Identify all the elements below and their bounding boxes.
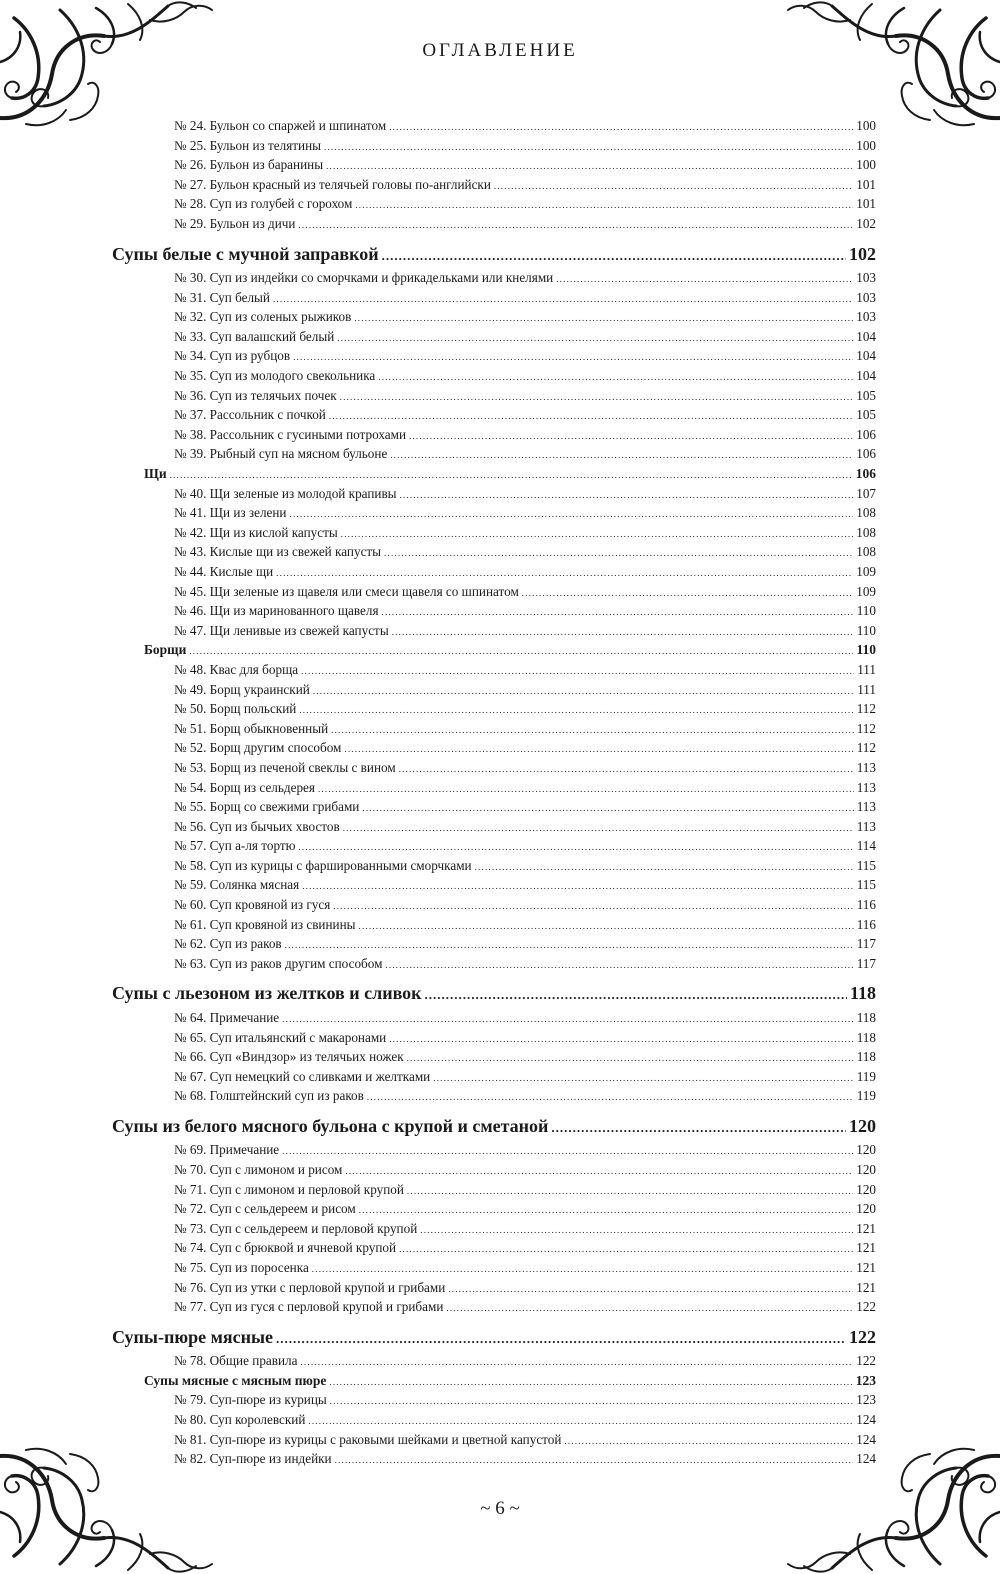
toc-entry — [112, 1028, 876, 1048]
toc-entry — [112, 136, 876, 156]
toc-entry-title: № 44. Кислые щи — [174, 563, 274, 579]
toc-entry-page: 117 — [856, 955, 876, 971]
toc-entry-title: Борщи — [144, 642, 187, 658]
toc-entry-title: № 74. Суп с брюквой и ячневой крупой — [174, 1240, 397, 1256]
toc-entry — [112, 1430, 876, 1450]
toc-entry — [112, 856, 876, 876]
toc-entry-page: 104 — [856, 348, 876, 364]
toc-entry-title: № 61. Суп кровяной из свинины — [174, 916, 356, 932]
toc-entry-title: № 65. Суп итальянский с макаронами — [174, 1029, 387, 1045]
toc-entry-title: № 79. Суп-пюре из курицы — [174, 1392, 327, 1408]
toc-entry-title: № 68. Голштейнский суп из раков — [174, 1088, 364, 1104]
toc-entry-page: 121 — [856, 1240, 876, 1256]
toc-entry — [112, 1067, 876, 1087]
toc-entry-page: 110 — [856, 622, 876, 638]
toc-entry-page: 112 — [856, 701, 876, 717]
dot-leader — [299, 701, 853, 721]
toc-entry — [112, 582, 876, 602]
toc-entry — [112, 660, 876, 680]
dot-leader — [354, 309, 853, 329]
toc-entry — [112, 738, 876, 758]
toc-entry-title: № 28. Суп из голубей с горохом — [174, 196, 353, 212]
toc-entry-page: 105 — [856, 407, 876, 423]
toc-entry — [112, 680, 876, 700]
toc-entry-title: № 67. Суп немецкий со сливками и желтками — [174, 1068, 431, 1084]
toc-entry-page: 117 — [856, 936, 876, 952]
toc-entry-title: Супы-пюре мясные — [112, 1326, 273, 1347]
toc-entry — [112, 327, 876, 347]
toc-entry-page: 109 — [856, 563, 876, 579]
toc-entry — [112, 1410, 876, 1430]
dot-leader — [324, 138, 853, 158]
toc-entry — [112, 1351, 876, 1371]
toc-entry-page: 121 — [856, 1220, 876, 1236]
dot-leader — [273, 290, 853, 310]
toc-subsection-heading — [112, 1371, 876, 1391]
toc-entry-title: № 54. Борщ из сельдерея — [174, 779, 315, 795]
toc-entry — [112, 778, 876, 798]
dot-leader — [318, 780, 854, 800]
toc-entry-title: № 57. Суп а-ля тортю — [174, 838, 296, 854]
toc-entry-page: 113 — [856, 799, 876, 815]
toc-entry-page: 114 — [856, 838, 876, 854]
toc-entry-page: 104 — [856, 368, 876, 384]
toc-subsection-heading — [112, 464, 876, 484]
toc-section-heading — [112, 1106, 876, 1141]
dot-leader — [475, 858, 854, 878]
toc-entry — [112, 1449, 876, 1469]
toc-entry — [112, 268, 876, 288]
dot-leader — [384, 544, 853, 564]
toc-entry-title: № 41. Щи из зелени — [174, 505, 287, 521]
toc-entry-title: № 40. Щи зеленые из молодой крапивы — [174, 485, 397, 501]
toc-entry — [112, 542, 876, 562]
dot-leader — [407, 1182, 853, 1202]
dot-leader — [333, 897, 853, 917]
dot-leader — [345, 1162, 853, 1182]
dot-leader — [389, 118, 853, 138]
toc-entry-page: 122 — [856, 1299, 876, 1315]
toc-entry-title: Супы мясные с мясным пюре — [144, 1372, 327, 1388]
dot-leader — [448, 1280, 853, 1300]
toc-entry-page: 101 — [856, 196, 876, 212]
toc-entry-title: № 39. Рыбный суп на мясном бульоне — [174, 446, 388, 462]
toc-entry-page: 120 — [856, 1181, 876, 1197]
dot-leader — [355, 196, 853, 216]
toc-entry-title: № 82. Суп-пюре из индейки — [174, 1451, 332, 1467]
toc-entry — [112, 1219, 876, 1239]
toc-entry-title: № 49. Борщ украинский — [174, 681, 310, 697]
dot-leader — [343, 819, 854, 839]
dot-leader — [340, 388, 854, 408]
toc-entry — [112, 1199, 876, 1219]
toc-entry-page: 123 — [855, 1372, 876, 1388]
toc-entry — [112, 444, 876, 464]
toc-entry — [112, 817, 876, 837]
toc-entry-title: № 62. Суп из раков — [174, 936, 282, 952]
toc-entry-page: 110 — [856, 642, 876, 658]
toc-entry-page: 119 — [856, 1088, 876, 1104]
toc-entry-page: 113 — [856, 779, 876, 795]
toc-entry-title: № 48. Квас для борща — [174, 661, 299, 677]
dot-leader — [407, 1049, 854, 1069]
toc-entry — [112, 288, 876, 308]
toc-entry — [112, 425, 876, 445]
toc-entry-title: № 52. Борщ другим способом — [174, 740, 342, 756]
toc-entry-page: 106 — [856, 426, 876, 442]
dot-leader — [341, 525, 853, 545]
toc-entry-page: 111 — [857, 661, 876, 677]
toc-entry-title: Щи — [144, 466, 167, 481]
toc-entry — [112, 386, 876, 406]
toc-entry-page: 120 — [849, 1115, 876, 1136]
dot-leader — [337, 329, 853, 349]
toc-entry — [112, 175, 876, 195]
toc-entry — [112, 503, 876, 523]
toc-entry-page: 113 — [856, 818, 876, 834]
toc-entry-title: № 78. Общие правила — [174, 1353, 298, 1369]
toc-entry-title: № 27. Бульон красный из телячьей головы по-английски — [174, 176, 491, 192]
toc-entry-title: № 36. Суп из телячьих почек — [174, 387, 337, 403]
toc-entry — [112, 758, 876, 778]
toc-entry-page: 100 — [856, 118, 876, 133]
toc-entry — [112, 1008, 876, 1028]
toc-entry-title: № 26. Бульон из баранины — [174, 157, 324, 173]
toc-entry-title: Супы с льезоном из желтков и сливок — [112, 983, 422, 1004]
toc-entry-title: № 59. Солянка мясная — [174, 877, 300, 893]
dot-leader — [302, 877, 854, 897]
dot-leader — [420, 1221, 853, 1241]
toc-entry-page: 103 — [856, 289, 876, 305]
toc-entry-title: № 38. Рассольник с гусиными потрохами — [174, 426, 407, 442]
toc-entry-page: 112 — [856, 740, 876, 756]
toc-entry-title: № 76. Суп из утки с перловой крупой и грибами — [174, 1279, 446, 1295]
toc-entry — [112, 719, 876, 739]
toc-entry-title: № 30. Суп из индейки со сморчками и фрикадельками или кнелями — [174, 270, 554, 286]
toc-entry — [112, 836, 876, 856]
dot-leader — [494, 177, 853, 197]
toc-entry-title: № 81. Суп-пюре из курицы с раковыми шейками и цветной капустой — [174, 1431, 562, 1447]
toc-entry — [112, 895, 876, 915]
toc-entry-title: № 63. Суп из раков другим способом — [174, 955, 383, 971]
toc-entry — [112, 1160, 876, 1180]
toc-entry-title: № 24. Бульон со спаржей и шпинатом — [174, 118, 387, 133]
toc-entry — [112, 1258, 876, 1278]
toc-entry — [112, 116, 876, 136]
dot-leader — [382, 603, 854, 623]
toc-entry-title: № 70. Суп с лимоном и рисом — [174, 1162, 343, 1177]
dot-leader — [330, 1392, 853, 1412]
toc-entry — [112, 307, 876, 327]
dot-leader — [392, 623, 854, 643]
toc-entry — [112, 346, 876, 366]
toc-entry-title: № 55. Борщ со свежими грибами — [174, 799, 360, 815]
dot-leader — [359, 1201, 853, 1221]
toc-entry-page: 103 — [856, 270, 876, 286]
dot-leader — [390, 446, 853, 466]
dot-leader — [409, 427, 853, 447]
dot-leader — [399, 760, 854, 780]
dot-leader — [300, 1353, 853, 1373]
dot-leader — [385, 956, 853, 976]
toc-entry — [112, 1278, 876, 1298]
dot-leader — [298, 216, 853, 236]
toc-entry-title: № 75. Суп из поросенка — [174, 1259, 309, 1275]
dot-leader — [556, 270, 853, 290]
toc-entry-page: 100 — [856, 137, 876, 153]
toc-entry-title: № 29. Бульон из дичи — [174, 215, 296, 231]
dot-leader — [313, 682, 854, 702]
dot-leader — [564, 1432, 853, 1452]
toc-entry-page: 108 — [856, 544, 876, 560]
toc-entry — [112, 194, 876, 214]
table-of-contents — [112, 116, 876, 1469]
toc-entry-title: № 35. Суп из молодого свекольника — [174, 368, 376, 384]
toc-entry — [112, 954, 876, 974]
toc-entry-title: № 77. Суп из гуся с перловой крупой и грибами — [174, 1299, 444, 1315]
toc-entry-page: 106 — [855, 466, 876, 481]
toc-entry-page: 116 — [856, 916, 876, 932]
dot-leader — [359, 917, 854, 937]
toc-entry — [112, 797, 876, 817]
toc-entry — [112, 621, 876, 641]
toc-entry — [112, 366, 876, 386]
toc-entry-page: 100 — [856, 157, 876, 173]
toc-entry-page: 115 — [856, 877, 876, 893]
toc-entry-title: № 50. Борщ польский — [174, 701, 297, 717]
toc-entry-title: № 72. Суп с сельдереем и рисом — [174, 1201, 356, 1217]
toc-entry-title: № 33. Суп валашский белый — [174, 328, 335, 344]
toc-entry-page: 106 — [856, 446, 876, 462]
toc-entry-page: 121 — [856, 1259, 876, 1275]
dot-leader — [329, 1373, 852, 1393]
toc-entry-page: 118 — [856, 1049, 876, 1065]
toc-entry-page: 120 — [856, 1201, 876, 1217]
toc-entry — [112, 1140, 876, 1160]
toc-entry-title: № 51. Борщ обыкновенный — [174, 720, 329, 736]
toc-entry-title: № 43. Кислые щи из свежей капусты — [174, 544, 382, 560]
toc-entry — [112, 1180, 876, 1200]
toc-entry-page: 104 — [856, 328, 876, 344]
page-number: ~ 6 ~ — [480, 1498, 520, 1519]
toc-entry-title: № 64. Примечание — [174, 1009, 280, 1025]
toc-entry-title: № 58. Суп из курицы с фаршированными сморчками — [174, 857, 472, 873]
toc-entry-page: 118 — [856, 1009, 876, 1025]
dot-leader — [399, 1240, 853, 1260]
toc-entry — [112, 875, 876, 895]
toc-entry-title: № 56. Суп из бычьих хвостов — [174, 818, 340, 834]
toc-entry-title: № 45. Щи зеленые из щавеля или смеси щавеля со шпинатом — [174, 583, 519, 599]
toc-entry — [112, 1390, 876, 1410]
dot-leader — [290, 505, 854, 525]
dot-leader — [344, 740, 853, 760]
toc-entry — [112, 1086, 876, 1106]
dot-leader — [329, 407, 853, 427]
toc-entry-title: № 60. Суп кровяной из гуся — [174, 897, 331, 913]
toc-entry-title: № 31. Суп белый — [174, 289, 270, 305]
toc-entry-title: № 66. Суп «Виндзор» из телячьих ножек — [174, 1049, 404, 1065]
toc-entry — [112, 1297, 876, 1317]
toc-entry-page: 120 — [856, 1162, 876, 1177]
toc-entry-title: № 69. Примечание — [174, 1142, 280, 1158]
toc-entry-title: № 32. Суп из соленых рыжиков — [174, 309, 352, 325]
toc-entry-page: 110 — [856, 603, 876, 619]
dot-leader — [335, 1451, 854, 1471]
toc-entry-page: 118 — [849, 983, 876, 1004]
toc-entry-page: 108 — [856, 524, 876, 540]
dot-leader — [293, 348, 853, 368]
dot-leader — [389, 1030, 853, 1050]
toc-entry — [112, 405, 876, 425]
dot-leader — [362, 799, 853, 819]
toc-entry-page: 108 — [856, 505, 876, 521]
toc-entry-page: 107 — [856, 485, 876, 501]
toc-entry — [112, 484, 876, 504]
toc-entry-title: № 80. Суп королевский — [174, 1412, 306, 1428]
toc-entry-page: 105 — [856, 387, 876, 403]
toc-entry-title: № 37. Рассольник с почкой — [174, 407, 326, 423]
toc-entry-title: № 46. Щи из маринованного щавеля — [174, 603, 379, 619]
dot-leader — [400, 486, 854, 506]
toc-section-heading — [112, 1317, 876, 1352]
toc-entry-page: 123 — [856, 1392, 876, 1408]
toc-entry — [112, 601, 876, 621]
dot-leader — [446, 1299, 853, 1319]
toc-entry — [112, 214, 876, 234]
toc-entry-title: № 34. Суп из рубцов — [174, 348, 291, 364]
toc-entry — [112, 1047, 876, 1067]
toc-entry-page: 124 — [856, 1431, 876, 1447]
toc-entry-page: 109 — [856, 583, 876, 599]
toc-entry-page: 121 — [856, 1279, 876, 1295]
dot-leader — [433, 1069, 853, 1089]
toc-subsection-heading — [112, 640, 876, 660]
toc-entry-page: 120 — [856, 1142, 876, 1158]
toc-entry — [112, 562, 876, 582]
toc-section-heading — [112, 234, 876, 269]
toc-entry-page: 102 — [849, 243, 876, 264]
toc-entry — [112, 1238, 876, 1258]
toc-entry-page: 116 — [856, 897, 876, 913]
toc-entry-page: 101 — [856, 176, 876, 192]
toc-entry — [112, 915, 876, 935]
toc-entry — [112, 155, 876, 175]
toc-entry-page: 122 — [856, 1353, 876, 1369]
dot-leader — [282, 1142, 853, 1162]
dot-leader — [378, 368, 853, 388]
toc-entry-page: 113 — [856, 759, 876, 775]
toc-entry-title: № 73. Суп с сельдереем и перловой крупой — [174, 1220, 418, 1236]
toc-entry-page: 122 — [849, 1326, 876, 1347]
toc-entry-title: № 53. Борщ из печеной свеклы с вином — [174, 759, 396, 775]
toc-entry-page: 102 — [856, 215, 876, 231]
toc-section-heading — [112, 973, 876, 1008]
toc-entry — [112, 934, 876, 954]
toc-entry-page: 112 — [856, 720, 876, 736]
toc-entry-page: 115 — [856, 857, 876, 873]
dot-leader — [331, 721, 854, 741]
toc-entry-page: 103 — [856, 309, 876, 325]
toc-entry-title: № 71. Суп с лимоном и перловой крупой — [174, 1181, 404, 1197]
toc-entry-page: 124 — [856, 1451, 876, 1467]
toc-entry-title: Супы белые с мучной заправкой — [112, 243, 379, 264]
toc-entry — [112, 523, 876, 543]
toc-entry-title: № 47. Щи ленивые из свежей капусты — [174, 622, 389, 638]
toc-entry — [112, 699, 876, 719]
toc-entry-page: 124 — [856, 1412, 876, 1428]
toc-entry-page: 118 — [856, 1029, 876, 1045]
page-title: ОГЛАВЛЕНИЕ — [422, 40, 578, 61]
toc-entry-title: № 42. Щи из кислой капусты — [174, 524, 338, 540]
dot-leader — [522, 584, 853, 604]
toc-entry-page: 119 — [856, 1068, 876, 1084]
dot-leader — [301, 662, 854, 682]
toc-entry-page: 111 — [857, 681, 876, 697]
toc-entry-title: № 25. Бульон из телятины — [174, 137, 322, 153]
toc-entry-title: Супы из белого мясного бульона с крупой и сметаной — [112, 1115, 549, 1136]
